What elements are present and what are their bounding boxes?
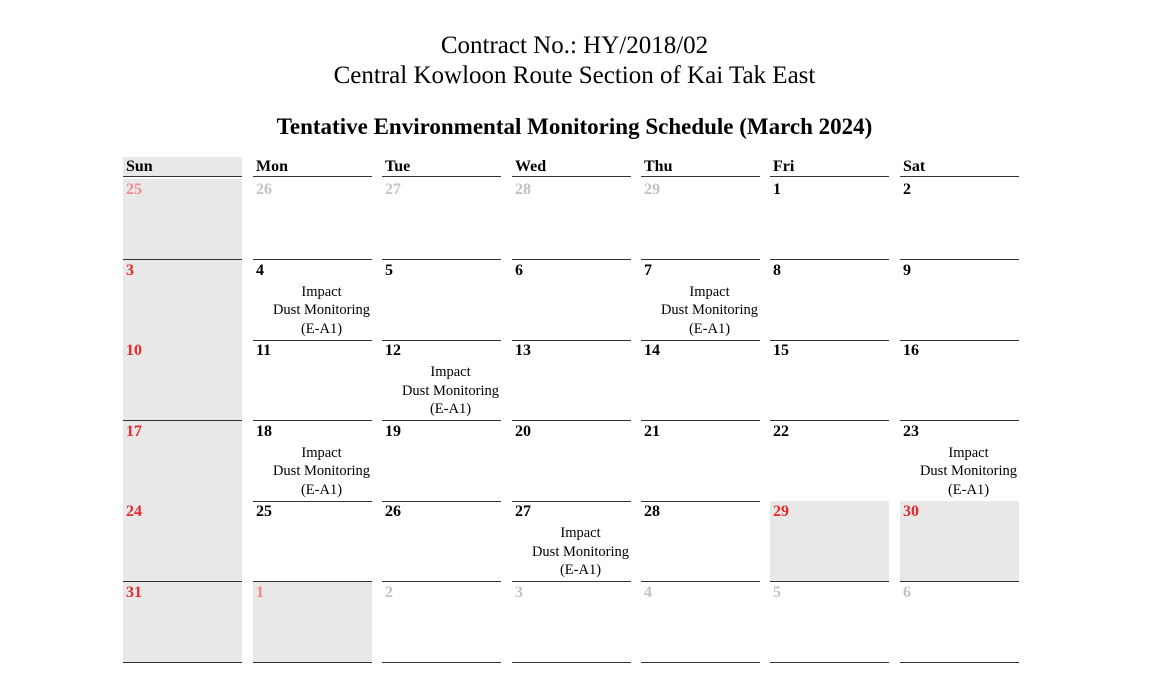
day-number: 13 bbox=[515, 342, 531, 360]
day-number: 25 bbox=[126, 181, 142, 198]
day-cell bbox=[253, 340, 372, 421]
event-text-line2: Dust Monitoring bbox=[660, 302, 759, 319]
event-text-line3: (E-A1) bbox=[300, 320, 343, 337]
day-cell bbox=[512, 421, 631, 502]
day-cell bbox=[770, 340, 889, 421]
weekday-header-sun: Sun bbox=[123, 157, 242, 177]
event-text-line2: Dust Monitoring bbox=[272, 463, 371, 480]
event-text-line3: (E-A1) bbox=[688, 320, 731, 337]
day-cell bbox=[382, 421, 501, 502]
weekday-header-sat: Sat bbox=[900, 157, 1019, 177]
day-number: 22 bbox=[773, 422, 789, 440]
monthly-calendar bbox=[123, 157, 1019, 663]
day-number: 16 bbox=[903, 342, 919, 360]
project-name: Central Kowloon Route Section of Kai Tak East bbox=[333, 62, 816, 89]
day-cell bbox=[641, 421, 760, 502]
day-cell bbox=[512, 179, 631, 260]
day-number: 12 bbox=[385, 342, 401, 360]
monitoring-event bbox=[382, 363, 501, 419]
weekday-header-fri: Fri bbox=[770, 157, 889, 177]
day-cell bbox=[770, 582, 889, 663]
day-number: 11 bbox=[256, 342, 272, 360]
day-cell bbox=[900, 260, 1019, 341]
event-text-line2: Dust Monitoring bbox=[401, 382, 500, 399]
day-cell bbox=[900, 179, 1019, 260]
day-cell bbox=[512, 340, 631, 421]
day-number: 20 bbox=[515, 422, 531, 440]
day-cell bbox=[123, 421, 242, 502]
day-cell bbox=[770, 501, 889, 582]
monitoring-event bbox=[253, 444, 372, 500]
day-number: 15 bbox=[773, 342, 789, 360]
day-cell bbox=[253, 582, 372, 663]
day-cell bbox=[253, 179, 372, 260]
monitoring-event bbox=[900, 444, 1019, 500]
day-number: 27 bbox=[515, 503, 531, 521]
day-number: 1 bbox=[256, 584, 264, 601]
day-number: 6 bbox=[903, 584, 911, 601]
day-number: 29 bbox=[644, 181, 660, 198]
day-cell bbox=[641, 582, 760, 663]
day-number: 1 bbox=[773, 181, 781, 198]
day-number: 14 bbox=[644, 342, 660, 360]
event-text-line2: Dust Monitoring bbox=[272, 302, 371, 319]
day-number: 31 bbox=[126, 584, 142, 601]
day-number: 2 bbox=[903, 181, 911, 198]
day-number: 3 bbox=[126, 261, 134, 279]
day-cell bbox=[770, 260, 889, 341]
day-cell bbox=[900, 340, 1019, 421]
monitoring-event bbox=[512, 524, 631, 580]
day-number: 28 bbox=[644, 503, 660, 521]
event-text-line1: Impact bbox=[430, 364, 471, 381]
day-cell bbox=[123, 501, 242, 582]
event-text-line3: (E-A1) bbox=[947, 481, 990, 498]
day-number: 24 bbox=[126, 503, 142, 521]
day-number: 26 bbox=[385, 503, 401, 521]
event-text-line1: Impact bbox=[301, 283, 342, 300]
event-text-line3: (E-A1) bbox=[559, 562, 602, 579]
day-cell bbox=[382, 340, 501, 421]
day-number: 4 bbox=[644, 584, 652, 601]
day-number: 19 bbox=[385, 422, 401, 440]
weekday-header-tue: Tue bbox=[382, 157, 501, 177]
day-cell bbox=[123, 582, 242, 663]
day-number: 5 bbox=[385, 261, 393, 279]
event-text-line1: Impact bbox=[948, 444, 989, 461]
event-text-line2: Dust Monitoring bbox=[531, 543, 630, 560]
day-cell bbox=[382, 179, 501, 260]
day-number: 23 bbox=[903, 422, 919, 440]
weekday-header-mon: Mon bbox=[253, 157, 372, 177]
day-number: 4 bbox=[256, 261, 264, 279]
day-cell bbox=[123, 260, 242, 341]
day-number: 29 bbox=[773, 503, 789, 521]
day-number: 8 bbox=[773, 261, 781, 279]
event-text-line3: (E-A1) bbox=[429, 401, 472, 418]
day-number: 5 bbox=[773, 584, 781, 601]
day-cell bbox=[253, 260, 372, 341]
day-cell bbox=[512, 260, 631, 341]
contract-number: Contract No.: HY/2018/02 bbox=[440, 32, 709, 59]
day-number: 7 bbox=[644, 261, 652, 279]
day-cell bbox=[900, 501, 1019, 582]
day-cell bbox=[770, 179, 889, 260]
day-cell bbox=[770, 421, 889, 502]
day-cell bbox=[123, 179, 242, 260]
day-number: 3 bbox=[515, 584, 523, 601]
day-number: 27 bbox=[385, 181, 401, 198]
day-number: 30 bbox=[903, 503, 919, 521]
day-cell bbox=[641, 501, 760, 582]
schedule-title: Tentative Environmental Monitoring Schedule (March 2024) bbox=[276, 114, 873, 139]
day-cell bbox=[641, 260, 760, 341]
event-text-line1: Impact bbox=[301, 444, 342, 461]
monitoring-event bbox=[641, 283, 760, 339]
day-number: 28 bbox=[515, 181, 531, 198]
day-cell bbox=[123, 340, 242, 421]
day-cell bbox=[253, 421, 372, 502]
day-cell bbox=[641, 340, 760, 421]
day-number: 17 bbox=[126, 422, 142, 440]
event-text-line1: Impact bbox=[689, 283, 730, 300]
day-cell bbox=[382, 582, 501, 663]
day-cell bbox=[900, 582, 1019, 663]
day-number: 25 bbox=[256, 503, 272, 521]
monitoring-event bbox=[253, 283, 372, 339]
day-number: 18 bbox=[256, 422, 272, 440]
day-cell bbox=[512, 501, 631, 582]
day-cell bbox=[382, 260, 501, 341]
day-number: 9 bbox=[903, 261, 911, 279]
day-cell bbox=[900, 421, 1019, 502]
day-number: 10 bbox=[126, 342, 142, 360]
day-number: 6 bbox=[515, 261, 523, 279]
day-cell bbox=[641, 179, 760, 260]
weekday-header-thu: Thu bbox=[641, 157, 760, 177]
weekday-header-wed: Wed bbox=[512, 157, 631, 177]
day-number: 21 bbox=[644, 422, 660, 440]
day-cell bbox=[253, 501, 372, 582]
day-number: 26 bbox=[256, 181, 272, 198]
event-text-line3: (E-A1) bbox=[300, 481, 343, 498]
event-text-line2: Dust Monitoring bbox=[919, 463, 1018, 480]
day-cell bbox=[512, 582, 631, 663]
day-cell bbox=[382, 501, 501, 582]
day-number: 2 bbox=[385, 584, 393, 601]
event-text-line1: Impact bbox=[560, 525, 601, 542]
